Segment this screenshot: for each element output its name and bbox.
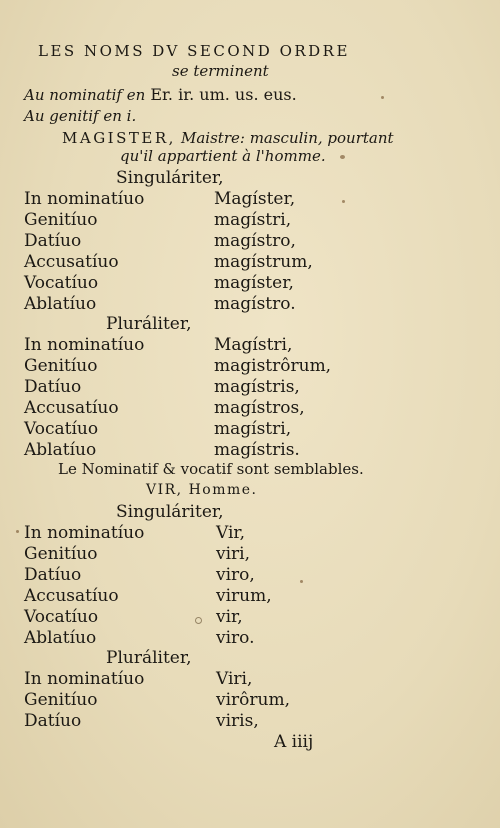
case-label: Ablatíuo [24,440,97,460]
case-label: Datíuo [24,377,82,397]
case-label: Vocatíuo [24,419,99,439]
page-signature: A iiij [274,732,314,752]
case-form: virôrum, [216,690,291,710]
case-label: In nominatíuo [24,189,145,209]
case-form: viris, [216,711,259,731]
case-label: Genitíuo [24,356,98,376]
foxing-spot [195,617,202,624]
case-label: Accusatíuo [24,252,119,272]
case-label: Vocatíuo [24,273,99,293]
magister-heading-word: MAGISTER, [62,129,176,147]
case-form: viri, [216,544,251,564]
subheader: se terminent [172,62,269,80]
case-label: Ablatíuo [24,294,97,314]
magister-heading-desc: Maistre: masculin, pourtant [181,129,394,147]
case-form: Viri, [216,669,253,689]
case-label: In nominatíuo [24,335,145,355]
foxing-spot [300,580,303,583]
case-form: Magístri, [214,335,293,355]
case-label: Genitíuo [24,544,98,564]
case-label: Vocatíuo [24,607,99,627]
rule-nominatif [24,85,297,104]
case-form: magístri, [214,419,292,439]
case-form: viro, [216,565,255,585]
foxing-spot [381,96,384,99]
magister-plural-label: Pluráliter, [106,314,192,334]
case-form: Vir, [216,523,246,543]
case-label: Genitíuo [24,210,98,230]
case-form: magístris. [214,440,300,460]
note-line: Le Nominatif & vocatif sont semblables. [58,460,364,478]
vir-heading: VIR, Homme. [146,482,258,498]
rule-genitif: Au genitif en i. [24,107,137,125]
magister-singular-label: Singuláriter, [116,168,224,188]
case-label: Accusatíuo [24,586,119,606]
case-form: magistrôrum, [214,356,332,376]
case-label: In nominatíuo [24,523,145,543]
case-form: vir, [216,607,243,627]
foxing-spot [342,200,345,203]
case-form: magístros, [214,398,305,418]
case-form: Magíster, [214,189,296,209]
magister-heading [62,128,394,147]
case-label: Ablatíuo [24,628,97,648]
case-form: magístro, [214,231,296,251]
vir-singular-label: Singuláriter, [116,502,224,522]
case-form: viro. [216,628,255,648]
foxing-spot [16,530,19,533]
case-form: magístri, [214,210,292,230]
running-header: LES NOMS DV SECOND ORDRE [38,42,350,60]
rule-nominatif-label: Au nominatif en [24,86,146,104]
case-form: magístro. [214,294,296,314]
case-label: Datíuo [24,565,82,585]
case-form: magístris, [214,377,300,397]
case-form: magístrum, [214,252,313,272]
foxing-spot [340,155,345,159]
case-form: magíster, [214,273,294,293]
case-label: In nominatíuo [24,669,145,689]
case-label: Datíuo [24,711,82,731]
rule-nominatif-endings: Er. ir. um. us. eus. [150,85,297,104]
case-label: Genitíuo [24,690,98,710]
case-form: virum, [216,586,272,606]
case-label: Accusatíuo [24,398,119,418]
case-label: Datíuo [24,231,82,251]
vir-plural-label: Pluráliter, [106,648,192,668]
magister-heading-desc2: qu'il appartient à l'homme. [120,147,326,165]
